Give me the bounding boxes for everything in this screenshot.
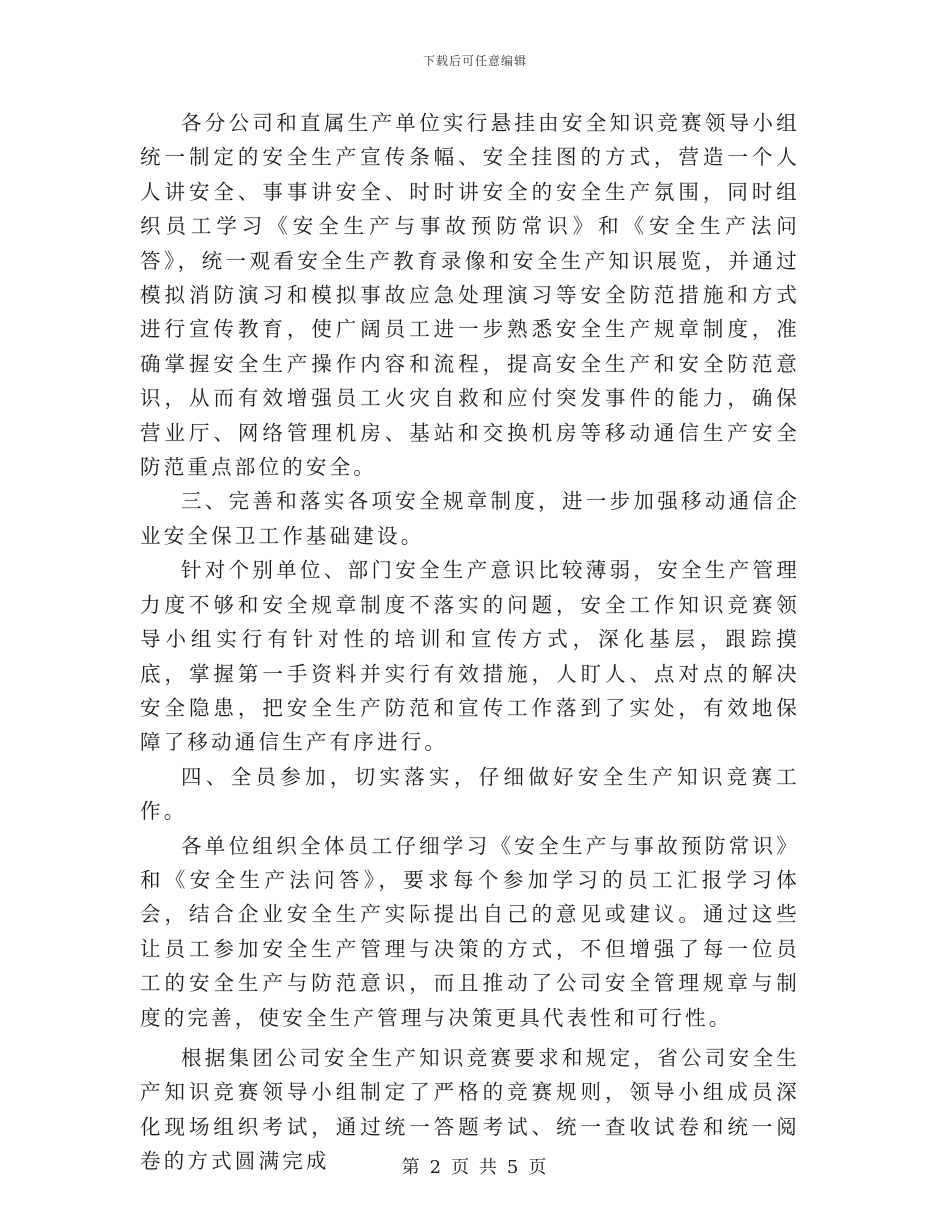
page-footer [0,1153,950,1179]
paragraph: 根据集团公司安全生产知识竞赛要求和规定，省公司安全生产知识竞赛领导小组制定了严格的竞赛规则，领导小组成员深化现场组织考试，通过统一答题考试、统一查收试卷和统一阅卷的方式圆满完成 [140,1045,800,1174]
page-number: 2 [429,1157,444,1178]
total-pages: 5 [506,1157,521,1178]
page-label-suffix: 页 [528,1157,549,1178]
page-label-prefix: 第 [401,1157,422,1178]
paragraph: 各分公司和直属生产单位实行悬挂由安全知识竞赛领导小组统一制定的安全生产宣传条幅、安全挂图的方式，营造一个人人讲安全、事事讲安全、时时讲安全的安全生产氛围，同时组织员工学习《安全生产与事故预防常识》和《安全生产法问答》，统一观看安全生产教育录像和安全生产知识展览，并通过模拟消防演习和模拟事故应急处理演习等安全防范措施和方式进行宣传教育，使广阔员工进一步熟悉安全生产规章制度，准确掌握安全生产操作内容和流程，提高安全生产和安全防范意识，从而有效增强员工火灾自救和应付突发事件的能力，确保营业厅、网络管理机房、基站和交换机房等移动通信生产安全防范重点部位的安全。 [140,111,800,480]
section-heading: 三、完善和落实各项安全规章制度，进一步加强移动通信企业安全保卫工作基础建设。 [140,489,800,548]
paragraph: 各单位组织全体员工仔细学习《安全生产与事故预防常识》和《安全生产法问答》，要求每个参加学习的员工汇报学习体会，结合企业安全生产实际提出自己的意见或建议。通过这些让员工参加安全生产管理与决策的方式，不但增强了每一位员工的安全生产与防范意识，而且推动了公司安全管理规章与制度的完善，使安全生产管理与决策更具代表性和可行性。 [140,833,800,1030]
document-body [140,106,800,1179]
page-label-mid: 页 共 [451,1157,499,1178]
page-header-note: 下载后可任意编辑 [422,54,527,68]
section-heading: 四、全员参加，切实落实，仔细做好安全生产知识竞赛工作。 [140,764,800,824]
paragraph: 针对个别单位、部门安全生产意识比较薄弱，安全生产管理力度不够和安全规章制度不落实的问题，安全工作知识竞赛领导小组实行有针对性的培训和宣传方式，深化基层，跟踪摸底，掌握第一手资料并实行有效措施，人盯人、点对点的解决安全隐患，把安全生产防范和宣传工作落到了实处，有效地保障了移动通信生产有序进行。 [140,558,800,755]
